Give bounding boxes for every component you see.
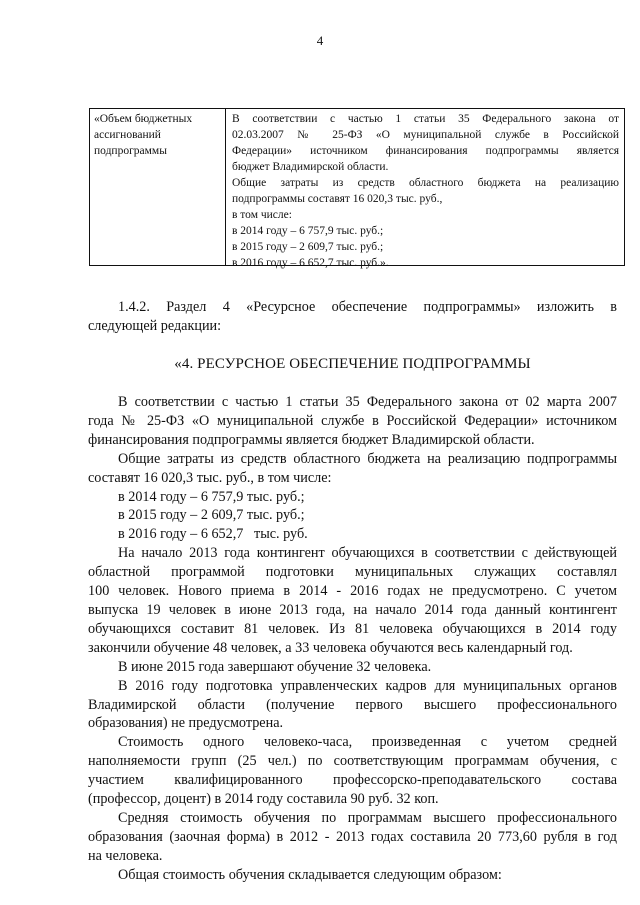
table-content-cell	[226, 109, 624, 269]
paragraph-line: Стоимость одного человеко-часа, произведенная с учетом средней	[118, 734, 617, 751]
paragraph-line: областной программой подготовки муниципальных служащих составлял	[88, 564, 617, 581]
table-line: 02.03.2007 № 25-ФЗ «О муниципальной службе в Российской	[232, 129, 619, 141]
paragraph-line: наполняемости групп (25 чел.) по соответствующим программам обучения, с	[88, 753, 617, 770]
paragraph-line: Владимирской области (получение первого высшего профессионального	[88, 696, 617, 713]
paragraph-line: на человека.	[88, 847, 163, 864]
table-line: Федерации» источником финансирования подпрограммы является	[232, 145, 619, 157]
table-line: в том числе:	[232, 209, 292, 221]
table-line: в 2014 году – 6 757,9 тыс. руб.;	[232, 225, 384, 237]
paragraph-line: участием квалифицированного профессорско-преподавательского состава	[88, 772, 617, 789]
paragraph-line: (профессор, доцент) в 2014 году составила 90 руб. 32 коп.	[88, 791, 439, 808]
paragraph-line: Общая стоимость обучения складывается следующим образом:	[118, 866, 502, 883]
paragraph-line: выпуска 19 человек в июне 2013 года, на начало 2014 года данный контингент	[88, 601, 617, 618]
table-line: бюджет Владимирской области.	[232, 161, 389, 173]
table-label-cell: «Объем бюджетных ассигнований подпрограммы	[90, 109, 226, 265]
table-line: в 2015 году – 2 609,7 тыс. руб.;	[232, 241, 384, 253]
table-line: В соответствии с частью 1 статьи 35 Федерального закона от	[232, 113, 619, 125]
paragraph-line: В соответствии с частью 1 статьи 35 Федерального закона от 02 марта 2007	[118, 394, 617, 410]
paragraph-line: обучающихся составит 81 человек. Из 81 человека обучающихся в 2014 году	[88, 620, 617, 637]
paragraph-line: 100 человек. Нового приема в 2014 - 2016 годах не предусмотрено. С учетом	[88, 583, 617, 600]
year-2016-line: в 2016 году – 6 652,7 тыс. руб.	[118, 526, 308, 543]
paragraph-line: Средняя стоимость обучения по программам высшего профессионального	[118, 809, 617, 826]
budget-table	[89, 108, 625, 269]
intro-paragraph	[88, 298, 617, 336]
year-2015-line: в 2015 году – 2 609,7 тыс. руб.;	[118, 507, 305, 524]
section-heading: «4. РЕСУРСНОЕ ОБЕСПЕЧЕНИЕ ПОДПРОГРАММЫ	[174, 356, 531, 372]
year-2014-line: в 2014 году – 6 757,9 тыс. руб.;	[118, 488, 305, 505]
paragraph-line: В 2016 году подготовка управленческих кадров для муниципальных органов	[118, 677, 617, 694]
intro-line: следующей редакции:	[88, 317, 222, 334]
paragraph-line: Общие затраты из средств областного бюджета на реализацию подпрограммы	[118, 450, 617, 467]
paragraph-line: образования) не предусмотрена.	[88, 715, 284, 732]
paragraph-line: образования (заочная форма) в 2012 - 2013 годах составила 20 773,60 рубля в год	[88, 828, 617, 845]
main-text	[88, 393, 617, 885]
intro-line: 1.4.2. Раздел 4 «Ресурсное обеспечение подпрограммы» изложить в	[118, 299, 617, 315]
paragraph-line: составят 16 020,3 тыс. руб., в том числе:	[88, 469, 332, 486]
paragraph-line: года № 25-ФЗ «О муниципальной службе в Российской Федерации» источником	[88, 412, 617, 429]
paragraph-line: закончили обучение 48 человек, а 33 человека обучаются весь календарный год.	[88, 639, 573, 656]
page-number: 4	[316, 33, 324, 48]
table-line: в 2016 году – 6 652,7 тыс. руб.».	[232, 257, 389, 269]
paragraph-line: финансирования подпрограммы является бюджет Владимирской области.	[88, 431, 535, 448]
paragraph-line: На начало 2013 года контингент обучающихся в соответствии с действующей	[118, 545, 617, 562]
table-line: подпрограммы составят 16 020,3 тыс. руб.,	[232, 193, 443, 205]
table-line: Общие затраты из средств областного бюджета на реализацию	[232, 177, 619, 189]
paragraph-line: В июне 2015 года завершают обучение 32 человека.	[118, 658, 432, 675]
